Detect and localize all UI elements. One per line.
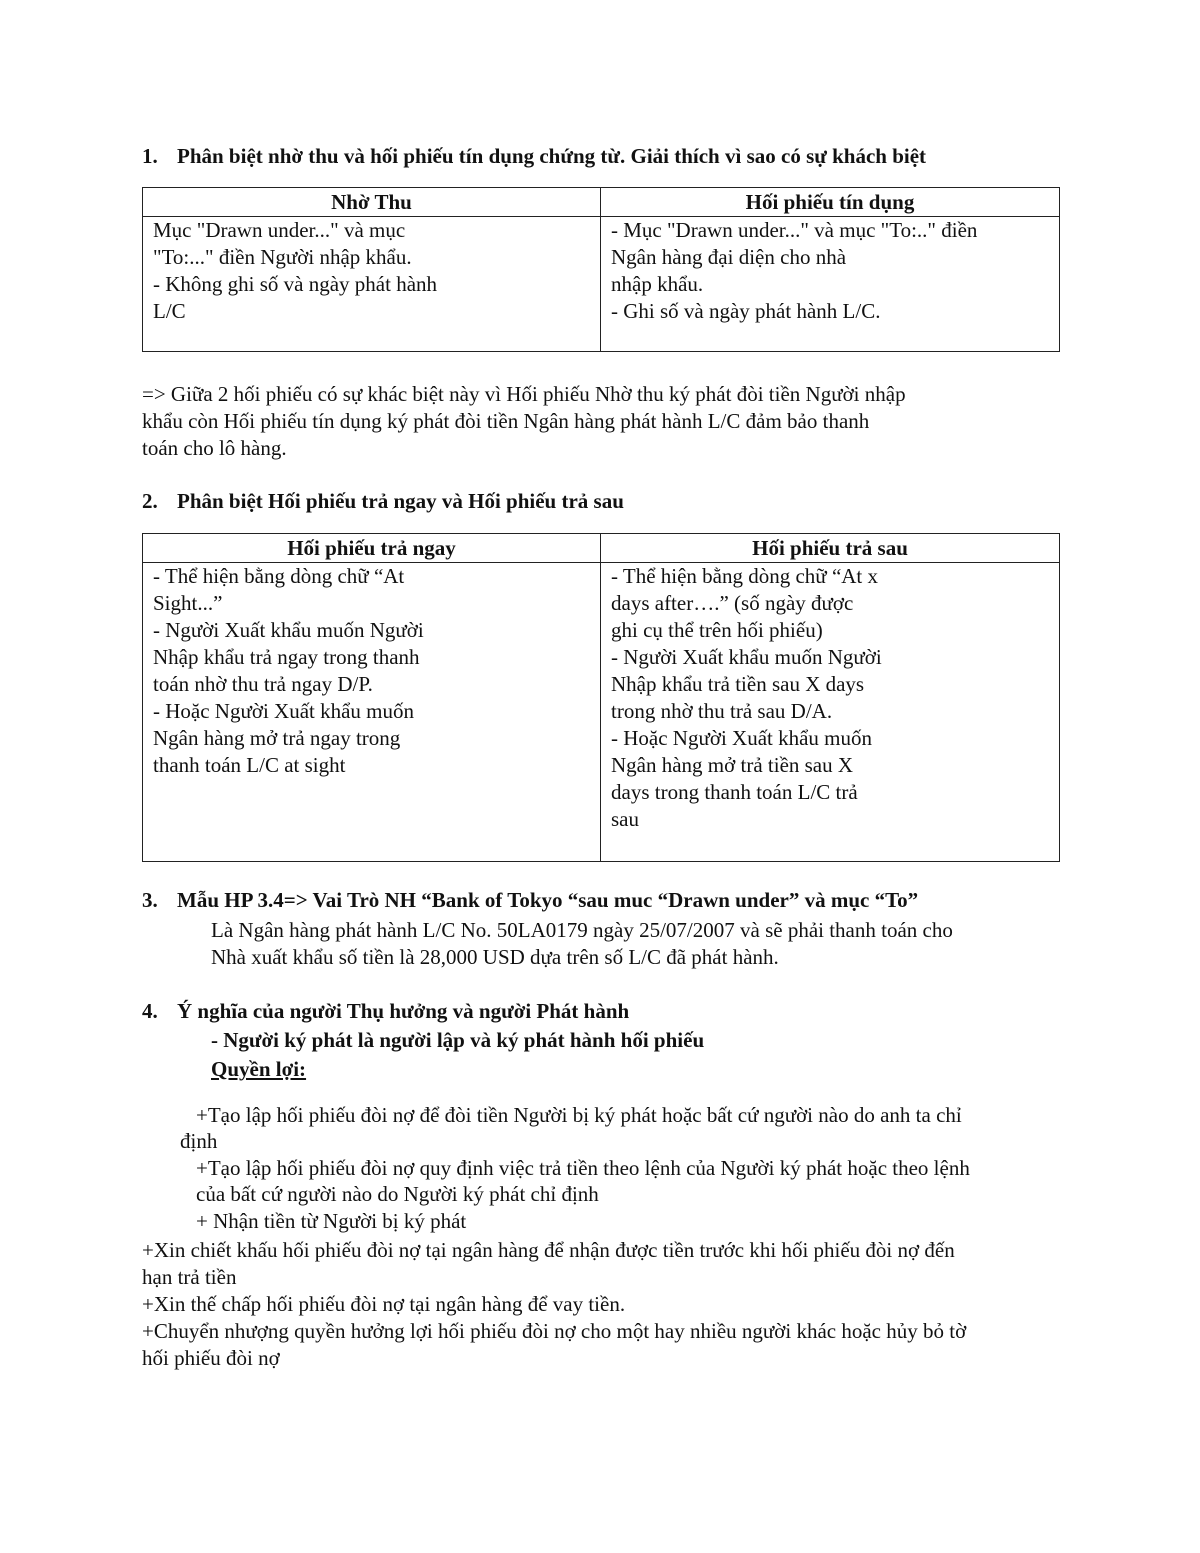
cell-text-line: - Hoặc Người Xuất khẩu muốn — [153, 699, 415, 723]
cell-text-line: Sight...” — [153, 591, 223, 615]
table-row — [143, 563, 1060, 862]
cell-text-line: - Thể hiện bằng dòng chữ “At x — [611, 564, 879, 588]
conclusion-line: toán cho lô hàng. — [142, 436, 287, 460]
table-cell-right — [601, 563, 1060, 862]
cell-text-line: nhập khẩu. — [611, 272, 704, 296]
rights-item: +Chuyển nhượng quyền hưởng lợi hối phiếu đòi nợ cho một hay nhiều người khác hoặc hủy bỏ tờ — [142, 1319, 967, 1343]
cell-text-line: ghi cụ thể trên hối phiếu) — [611, 618, 823, 642]
section-4-subtitle: - Người ký phát là người lập và ký phát hành hối phiếu — [211, 1028, 705, 1052]
cell-text-line: - Ghi số và ngày phát hành L/C. — [611, 299, 881, 323]
table-cell-left — [143, 563, 601, 862]
section-2-title: Phân biệt Hối phiếu trả ngay và Hối phiếu trả sau — [177, 489, 624, 513]
cell-text-line: - Thể hiện bằng dòng chữ “At — [153, 564, 405, 588]
cell-text-line: "To:..." điền Người nhập khẩu. — [153, 245, 412, 269]
rights-item: của bất cứ người nào do Người ký phát chỉ định — [196, 1182, 599, 1206]
comparison-table-1 — [142, 187, 1060, 352]
section-1-title: Phân biệt nhờ thu và hối phiếu tín dụng chứng từ. Giải thích vì sao có sự khách biệt — [177, 144, 927, 168]
table-header-row — [143, 534, 1060, 563]
table-header-cell: Hối phiếu trả ngay — [143, 534, 601, 563]
comparison-table-2 — [142, 533, 1060, 862]
rights-item: +Tạo lập hối phiếu đòi nợ để đòi tiền Người bị ký phát hoặc bất cứ người nào do anh ta chỉ — [196, 1103, 962, 1127]
rights-label: Quyền lợi: — [211, 1057, 307, 1081]
section-3-body-line: Nhà xuất khẩu số tiền là 28,000 USD dựa trên số L/C đã phát hành. — [211, 945, 779, 969]
cell-text-line: - Người Xuất khẩu muốn Người — [153, 618, 424, 642]
cell-text-line: Nhập khẩu trả tiền sau X days — [611, 672, 865, 696]
table-header-cell: Nhờ Thu — [143, 188, 601, 217]
rights-item: hối phiếu đòi nợ — [142, 1346, 280, 1370]
section-4-number: 4. — [142, 999, 158, 1023]
rights-item: định — [180, 1129, 218, 1153]
cell-text-line: thanh toán L/C at sight — [153, 753, 346, 777]
table-row — [143, 217, 1060, 352]
conclusion-line: => Giữa 2 hối phiếu có sự khác biệt này vì Hối phiếu Nhờ thu ký phát đòi tiền Người nhập — [142, 382, 906, 406]
cell-text-line: L/C — [153, 299, 186, 323]
table-header-cell: Hối phiếu trả sau — [601, 534, 1060, 563]
section-3-title: Mẫu HP 3.4=> Vai Trò NH “Bank of Tokyo “sau muc “Drawn under” và mục “To” — [177, 888, 919, 912]
cell-text-line: toán nhờ thu trả ngay D/P. — [153, 672, 373, 696]
table-header-row — [143, 188, 1060, 217]
rights-item: +Tạo lập hối phiếu đòi nợ quy định việc trả tiền theo lệnh của Người ký phát hoặc theo lệnh — [196, 1156, 970, 1180]
cell-text-line: - Không ghi số và ngày phát hành — [153, 272, 438, 296]
section-4-title: Ý nghĩa của người Thụ hưởng và người Phát hành — [177, 999, 630, 1023]
table-cell-left — [143, 217, 601, 352]
rights-item: +Xin chiết khấu hối phiếu đòi nợ tại ngân hàng để nhận được tiền trước khi hối phiếu đòi nợ đến — [142, 1238, 955, 1262]
rights-item: + Nhận tiền từ Người bị ký phát — [196, 1209, 467, 1233]
section-2-number: 2. — [142, 489, 158, 513]
table-header-cell: Hối phiếu tín dụng — [601, 188, 1060, 217]
cell-text-line: Mục "Drawn under..." và mục — [153, 218, 406, 242]
cell-text-line: Ngân hàng mở trả tiền sau X — [611, 753, 854, 777]
rights-item: +Xin thế chấp hối phiếu đòi nợ tại ngân hàng để vay tiền. — [142, 1292, 626, 1316]
section-1-number: 1. — [142, 144, 158, 168]
cell-text-line: - Hoặc Người Xuất khẩu muốn — [611, 726, 873, 750]
cell-text-line: days trong thanh toán L/C trả — [611, 780, 858, 804]
section-3-body-line: Là Ngân hàng phát hành L/C No. 50LA0179 ngày 25/07/2007 và sẽ phải thanh toán cho — [211, 918, 953, 942]
rights-item: hạn trả tiền — [142, 1265, 237, 1289]
cell-text-line: trong nhờ thu trả sau D/A. — [611, 699, 833, 723]
cell-text-line: - Mục "Drawn under..." và mục "To:.." điền — [611, 218, 978, 242]
conclusion-line: khẩu còn Hối phiếu tín dụng ký phát đòi tiền Ngân hàng phát hành L/C đảm bảo thanh — [142, 409, 870, 433]
section-3-number: 3. — [142, 888, 158, 912]
cell-text-line: Ngân hàng đại diện cho nhà — [611, 245, 847, 269]
cell-text-line: Nhập khẩu trả ngay trong thanh — [153, 645, 420, 669]
cell-text-line: Ngân hàng mở trả ngay trong — [153, 726, 401, 750]
cell-text-line: sau — [611, 807, 639, 831]
table-cell-right — [601, 217, 1060, 352]
cell-text-line: - Người Xuất khẩu muốn Người — [611, 645, 882, 669]
cell-text-line: days after….” (số ngày được — [611, 591, 854, 615]
